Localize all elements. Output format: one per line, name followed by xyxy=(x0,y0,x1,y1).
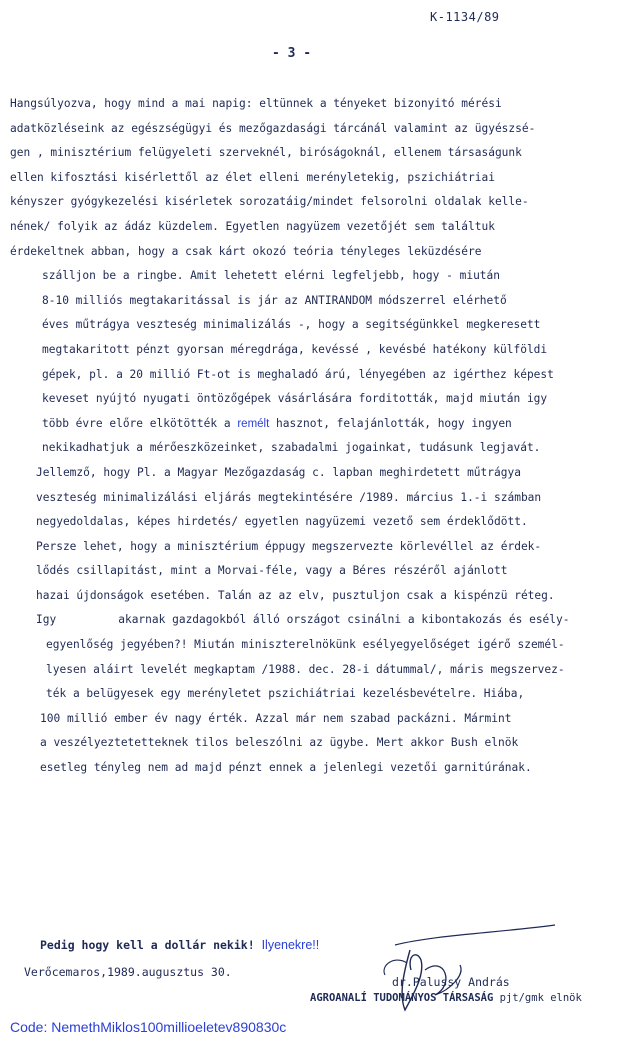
body-line: ték a belügyesek egy merényletet pszichiátriai kezelésbevételre. Hiába, xyxy=(46,687,525,701)
body-line-with-gap xyxy=(10,608,624,633)
document-code: Code: NemethMiklos100millioeletev890830c xyxy=(10,1019,287,1035)
body-line: esetleg tényleg nem ad majd pénzt ennek a jelenlegi vezetői garnitúrának. xyxy=(40,761,532,775)
body-line: gépek, pl. a 20 millió Ft-ot is meghaladó árú, lényegében az igérthez képest xyxy=(42,367,554,381)
closing-sentence: Pedig hogy kell a dollár nekik! xyxy=(40,938,255,952)
body-line-with-annotation xyxy=(10,412,624,437)
body-line: gen , minisztérium felügyeleti szerveknél, biróságoknál, ellenem társaságunk xyxy=(10,146,522,160)
handwritten-exclamation: Ilyenekre!! xyxy=(261,938,320,952)
body-line: hazai újdonságok esetében. Talán az az elv, pusztuljon csak a kispénzü réteg. xyxy=(36,588,555,602)
body-line: nének/ folyik az ádáz küzdelem. Egyetlen nagyüzem vezetőjét sem találtuk xyxy=(10,219,495,233)
closing-line xyxy=(40,938,319,952)
body-line: keveset nyújtó nyugati öntözőgépek vásárlására forditották, majd miután igy xyxy=(42,392,548,406)
body-line-part: hasznot, felajánlották, hogy ingyen xyxy=(276,416,512,430)
body-line: megtakaritott pénzt gyorsan méregdrága, kevéssé , kevésbé hatékony külföldi xyxy=(42,342,548,356)
body-line: negyedoldalas, képes hirdetés/ egyetlen nagyüzemi vezető sem érdeklődött. xyxy=(36,515,528,529)
body-line: adatközléseink az egészségügyi és mezőgazdasági tárcánál valamint az ügyészsé- xyxy=(10,121,536,135)
body-line: éves műtrágya veszteség minimalizálás -, hogy a segitségünkkel megkeresett xyxy=(42,318,541,332)
body-line-part: akarnak gazdagokból álló országot csinálni a kibontakozás és esély- xyxy=(118,613,570,627)
body-line: nekikadhatjuk a mérőeszközeinket, szabadalmi jogainkat, tudásunk legjavát. xyxy=(42,441,541,455)
handwritten-insert-remelt: remélt xyxy=(237,417,270,430)
document-reference: K-1134/89 xyxy=(430,10,500,24)
body-line: veszteség minimalizálási eljárás megtekintésére /1989. március 1.-i számban xyxy=(36,490,542,504)
body-line: érdekeltnek abban, hogy a csak kárt okozó teória tényleges leküzdésére xyxy=(10,244,482,258)
body-line: a veszélyeztetetteknek tilos beleszólni az ügybe. Mert akkor Bush elnök xyxy=(40,736,519,750)
organization-signature xyxy=(310,992,582,1004)
body-line: ellen kifosztási kisérlettől az élet elleni merényletekig, pszichiátriai xyxy=(10,170,495,184)
body-line: egyenlőség jegyében?! Miután miniszterelnökünk esélyegyelőséget igérő személ- xyxy=(46,638,565,652)
place-and-date: Verőcemaros,1989.augusztus 30. xyxy=(24,965,232,979)
body-line-part: Igy xyxy=(36,613,57,627)
body-line-part: több évre előre elkötötték a xyxy=(42,416,231,430)
organization-name: AGROANALÍ TUDOMÁNYOS TÁRSASÁG xyxy=(310,992,494,1004)
body-line: 8-10 milliós megtakaritással is jár az ANTIRANDOM módszerrel elérhető xyxy=(42,293,507,307)
body-line: Persze lehet, hogy a minisztérium éppugy megszervezte körlevéllel az érdek- xyxy=(36,539,542,553)
body-line: szálljon be a ringbe. Amit lehetett elérni legfeljebb, hogy - miután xyxy=(42,269,501,283)
body-line: Jellemző, hogy Pl. a Magyar Mezőgazdaság c. lapban meghirdetett műtrágya xyxy=(36,465,521,479)
handwritten-signature-icon xyxy=(355,915,595,1025)
body-line: lődés csillapitást, mint a Morvai-féle, vagy a Béres részéről ajánlott xyxy=(36,564,508,578)
body-line: Hangsúlyozva, hogy mind a mai napig: eltünnek a tényeket bizonyitó mérési xyxy=(10,97,502,110)
organization-role: pjt/gmk elnök xyxy=(493,992,582,1004)
letter-body xyxy=(10,92,624,781)
body-line: 100 millió ember év nagy érték. Azzal már nem szabad packázni. Mármint xyxy=(40,711,512,725)
page-number: - 3 - xyxy=(272,46,312,61)
body-line: kényszer gyógykezelési kisérletek sorozatáig/mindet felsorolni oldalak kelle- xyxy=(10,195,529,209)
body-line: lyesen aláirt levelét megkaptam /1988. dec. 28-i dátummal/, máris megszervez- xyxy=(46,662,565,676)
author-name: dr.Palussy András xyxy=(392,975,510,989)
